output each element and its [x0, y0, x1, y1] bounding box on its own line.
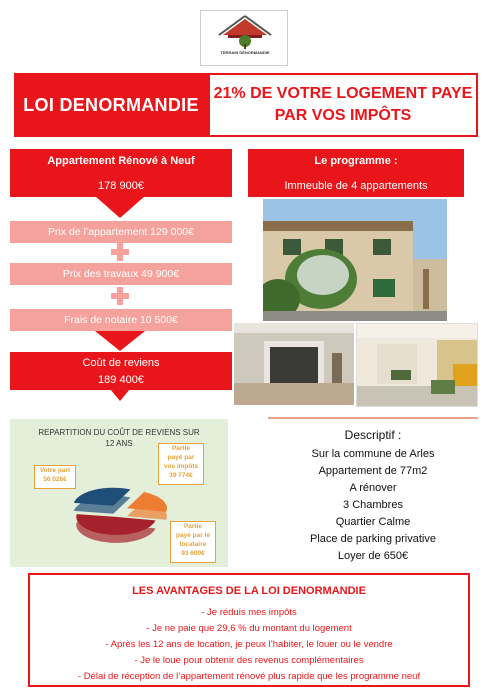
advantage-item: - Après les 12 ans de location, je peux l’habiter, le louer ou le vendre — [105, 639, 393, 650]
callout-tenant-label-1: Partie — [183, 523, 203, 530]
renovation-render — [356, 323, 478, 407]
program-subheading: Immeuble de 4 appartements — [284, 180, 428, 192]
program-heading: Le programme : — [314, 155, 398, 167]
total-cost-block — [10, 352, 232, 390]
description-line: 3 Chambres — [343, 499, 403, 511]
total-cost-label: Coût de reviens — [82, 357, 160, 369]
page-title: LOI DENORMANDIE — [14, 73, 208, 137]
house-logo-icon — [201, 11, 289, 67]
logo-text: TERRAIN DENORMANDIE — [220, 50, 270, 55]
callout-your-share-value: 56 026€ — [43, 476, 67, 483]
interior-photo — [234, 323, 354, 405]
down-arrow-icon — [95, 331, 145, 351]
callout-tenant-label-3: locataire — [179, 541, 207, 548]
callout-tax-value: 39 774€ — [169, 472, 193, 479]
advantages-box — [28, 573, 470, 687]
callout-tenant-label-2: payé par le — [176, 532, 210, 539]
apartment-heading: Appartement Rénové à Neuf — [47, 155, 195, 167]
chart-title-line-2: 12 ANS — [105, 439, 133, 448]
tagline — [208, 73, 478, 137]
advantages-title: LES AVANTAGES DE LA LOI DENORMANDIE — [132, 585, 366, 597]
description-box — [268, 417, 478, 565]
cost-breakdown-chart — [10, 419, 228, 567]
callout-tenant-share — [170, 521, 216, 563]
callout-tax-label-3: vos impôts — [163, 463, 199, 470]
down-arrow-icon — [110, 389, 130, 401]
down-arrow-icon — [95, 196, 145, 218]
advantage-item: - Délai de réception de l’appartement rénové plus rapide que les programme neuf — [77, 671, 421, 682]
callout-your-share-label: Votre part — [39, 467, 71, 474]
apartment-price: 178 900€ — [98, 180, 144, 192]
callout-tenant-value: 93 600€ — [181, 550, 205, 557]
pie-slice-tax-share — [127, 492, 167, 512]
description-line: Place de parking privative — [310, 533, 436, 545]
description-line: Loyer de 650€ — [337, 550, 409, 562]
program-heading-block — [248, 149, 464, 197]
description-line: A rénover — [349, 482, 397, 494]
callout-tax-label-1: Partie — [171, 445, 191, 452]
description-line: Quartier Calme — [335, 516, 411, 528]
chart-title-line-1: REPARTITION DU COÛT DE REVIENS SUR — [38, 428, 200, 437]
notary-fees-row: Frais de notaire 10 500€ — [10, 309, 232, 331]
building-photo — [263, 199, 447, 321]
description-heading: Descriptif : — [344, 428, 402, 442]
plus-icon — [111, 287, 129, 305]
advantage-item: - Je ne paie que 29,6 % du montant du logement — [146, 623, 352, 634]
advantage-item: - Je réduis mes impôts — [201, 607, 297, 618]
apartment-heading-block — [10, 149, 232, 197]
tagline-line-2: PAR VOS IMPÔTS — [274, 107, 412, 124]
callout-tax-label-2: payé par — [167, 454, 195, 461]
callout-your-share — [34, 465, 76, 489]
advantage-item: - Je le loue pour obtenir des revenus complémentaires — [134, 655, 364, 666]
description-line: Appartement de 77m2 — [318, 465, 428, 477]
tagline-line-1: 21% DE VOTRE LOGEMENT PAYE — [213, 85, 473, 102]
works-price-row: Prix des travaux 49 900€ — [10, 263, 232, 285]
logo — [200, 10, 288, 66]
plus-icon — [111, 243, 129, 261]
apartment-price-row: Prix de l’appartement 129 000€ — [10, 221, 232, 243]
description-line: Sur la commune de Arles — [311, 448, 435, 460]
total-cost-value: 189 400€ — [98, 374, 144, 386]
callout-tax-share — [158, 443, 204, 485]
